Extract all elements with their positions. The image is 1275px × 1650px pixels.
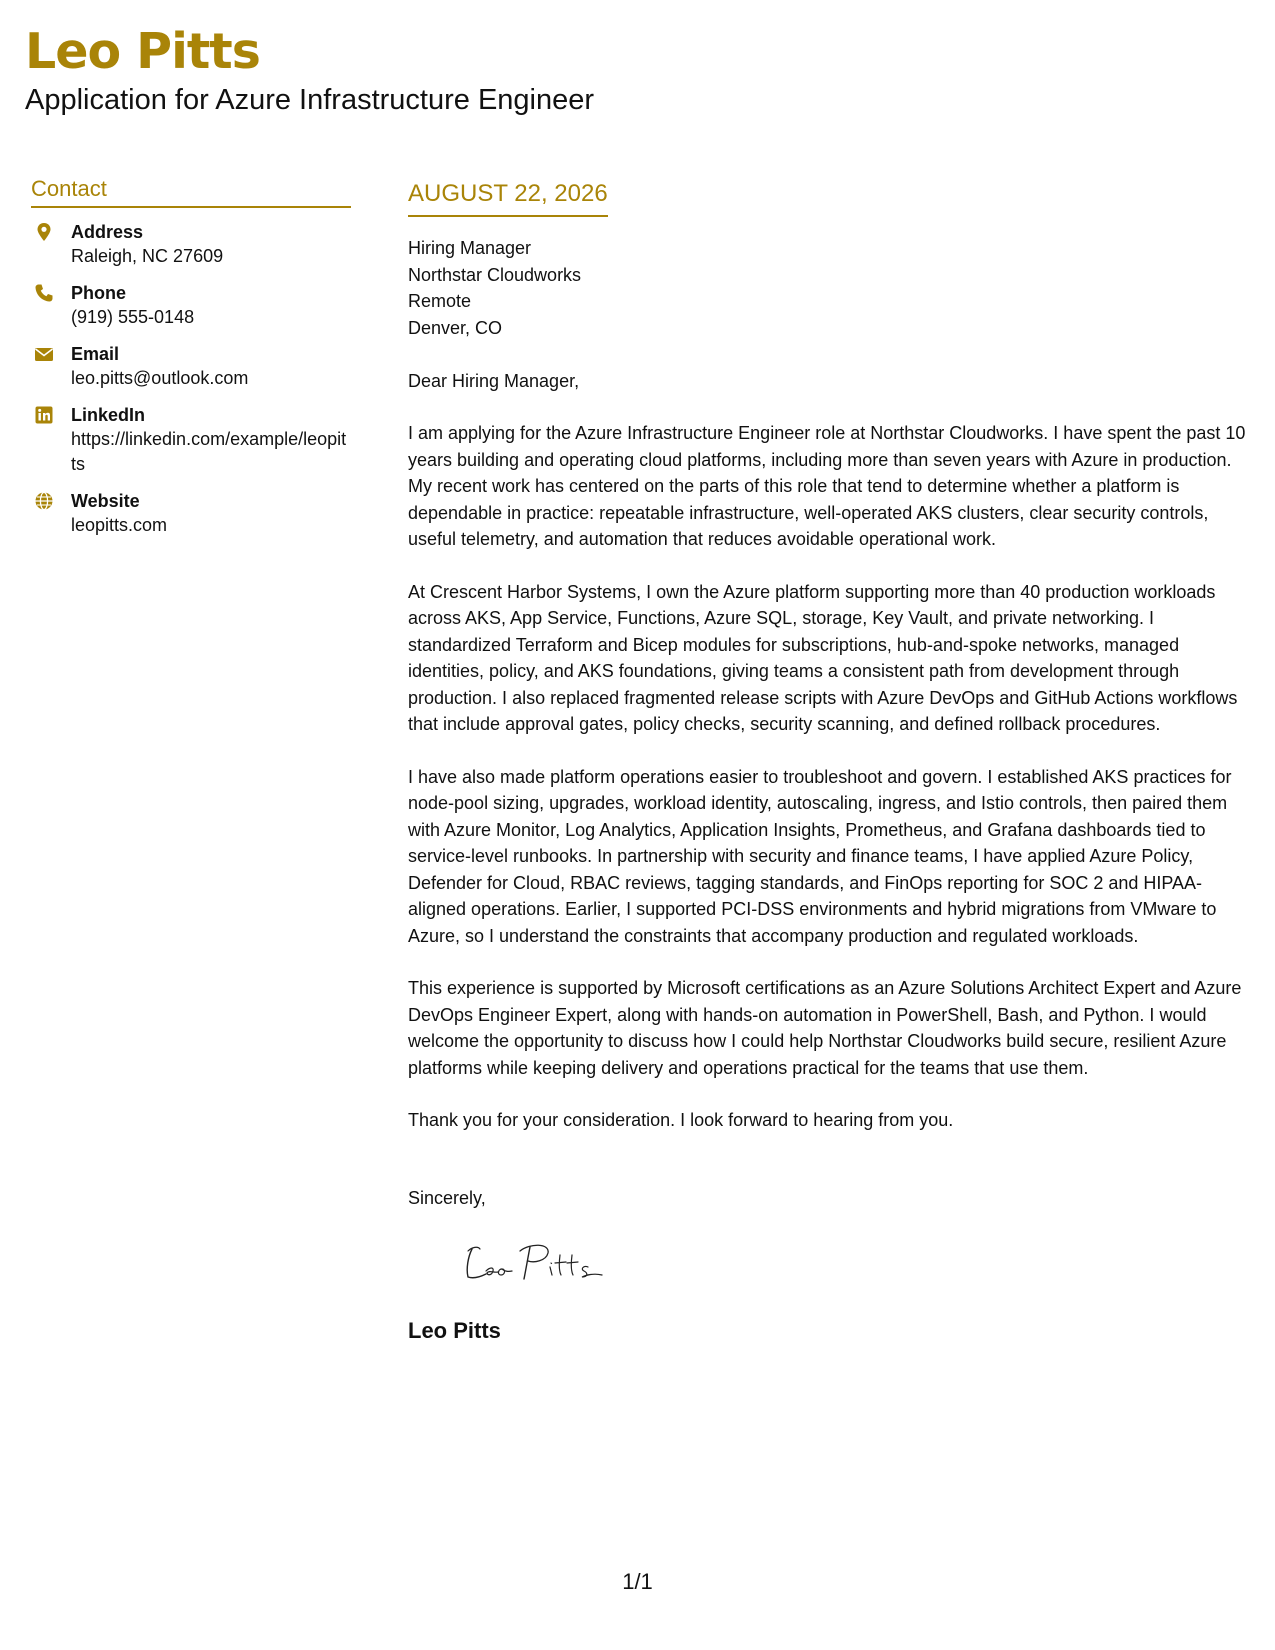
body-paragraph: I have also made platform operations easier to troubleshoot and govern. I established AKS practices for node-pool sizing, upgrades, workload identity, autoscaling, ingress, and Istio controls, then paired them with Azure Monitor, Log Analytics, Application Insights, Prometheus, and Grafana dashboards tied to service-level runbooks. In partnership with security and finance teams, I have applied Azure Policy, Defender for Cloud, RBAC reviews, tagging standards, and FinOps reporting for SOC 2 and HIPAA-aligned operations. Earlier, I supported PCI-DSS environments and hybrid migrations from VMware to Azure, so I understand the constraints that accompany production and regulated workloads.	[408, 766, 1232, 946]
recipient-line: Denver, CO	[408, 317, 503, 338]
globe-icon	[34, 491, 54, 511]
contact-linkedin	[31, 403, 351, 477]
contact-email	[31, 342, 351, 391]
contact-label: Address	[71, 222, 144, 242]
application-subtitle: Application for Azure Infrastructure Engineer	[25, 84, 595, 116]
letter-body	[408, 179, 1248, 1345]
contact-label: LinkedIn	[71, 405, 146, 425]
closing: Sincerely,	[408, 1187, 486, 1208]
contact-label: Phone	[71, 283, 127, 303]
contact-label: Email	[71, 344, 120, 364]
envelope-icon	[34, 344, 54, 364]
body-paragraph: At Crescent Harbor Systems, I own the Azure platform supporting more than 40 production workloads across AKS, App Service, Functions, Azure SQL, storage, Key Vault, and private networking. I standardized Terraform and Bicep modules for subscriptions, hub-and-spoke networks, managed identities, policy, and AKS foundations, giving teams a consistent path from development through production. I also replaced fragmented release scripts with Azure DevOps and GitHub Actions workflows that include approval gates, policy checks, security scanning, and defined rollback procedures.	[408, 581, 1238, 734]
contact-value: leo.pitts@outlook.com	[71, 368, 249, 388]
phone-icon	[34, 283, 54, 303]
letter-date: AUGUST 22, 2026	[408, 179, 608, 217]
recipient-line: Remote	[408, 291, 472, 311]
recipient-line: Hiring Manager	[408, 238, 532, 258]
contact-heading: Contact	[31, 175, 351, 208]
contact-sidebar	[31, 175, 351, 538]
body-paragraph: Thank you for your consideration. I look forward to hearing from you.	[408, 1110, 954, 1130]
recipient-line: Northstar Cloudworks	[408, 264, 582, 285]
contact-value: Raleigh, NC 27609	[71, 246, 224, 266]
recipient-block	[408, 235, 1248, 341]
contact-phone	[31, 281, 351, 330]
linkedin-icon	[34, 405, 54, 425]
contact-website	[31, 489, 351, 538]
salutation: Dear Hiring Manager,	[408, 371, 580, 391]
body-paragraph: I am applying for the Azure Infrastructure Engineer role at Northstar Cloudworks. I have spent the past 10 years building and operating cloud platforms, including more than seven years with Azure in production. My recent work has centered on the parts of this role that tend to determine whether a platform is dependable in practice: repeatable infrastructure, well-operated AKS clusters, clear security controls, useful telemetry, and automation that reduces avoidable operational work.	[408, 423, 1246, 549]
map-pin-icon	[34, 222, 54, 242]
contact-value[interactable]: leopitts.com	[71, 515, 168, 535]
signature-image	[458, 1237, 618, 1287]
contact-label: Website	[71, 491, 140, 511]
contact-value[interactable]: https://linkedin.com/example/leopitts	[71, 429, 347, 474]
applicant-name: Leo Pitts	[25, 23, 260, 80]
signer-name: Leo Pitts	[408, 1317, 501, 1343]
page-number: 1/1	[622, 1569, 653, 1594]
body-paragraph: This experience is supported by Microsoft certifications as an Azure Solutions Architect Expert and Azure DevOps Engineer Expert, along with hands-on automation in PowerShell, Bash, and Python. I would welcome the opportunity to discuss how I could help Northstar Cloudworks build secure, resilient Azure platforms while keeping delivery and operations practical for the teams that use them.	[408, 978, 1242, 1078]
contact-address	[31, 220, 351, 269]
contact-value: (919) 555-0148	[71, 307, 195, 327]
